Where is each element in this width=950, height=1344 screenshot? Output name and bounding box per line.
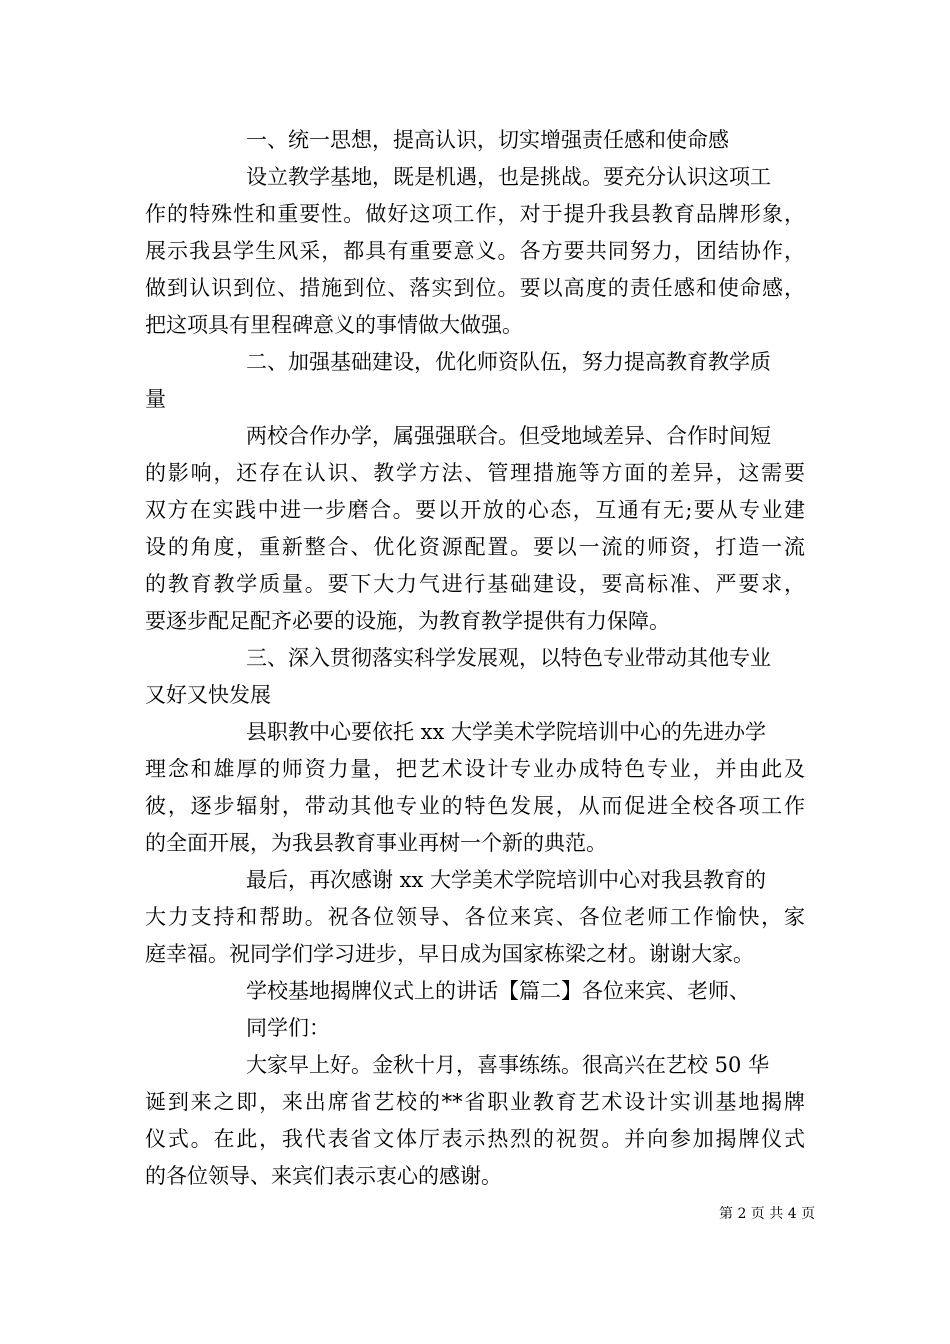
section-heading-1: 一、统一思想，提高认识，切实增强责任感和使命感 — [246, 128, 729, 152]
paragraph-line: 设的角度，重新整合、优化资源配置。要以一流的师资，打造一流 — [145, 535, 805, 559]
paragraph-line: 大力支持和帮助。祝各位领导、各位来宾、各位老师工作愉快，家 — [145, 905, 805, 929]
paragraph-line: 理念和雄厚的师资力量，把艺术设计专业办成特色专业，并由此及 — [145, 757, 805, 781]
paragraph-line: 做到认识到位、措施到位、落实到位。要以高度的责任感和使命感， — [145, 276, 805, 300]
section-heading-2-cont: 量 — [145, 387, 166, 411]
paragraph-line: 的各位领导、来宾们表示衷心的感谢。 — [145, 1164, 502, 1188]
paragraph-line: 展示我县学生风采，都具有重要意义。各方要共同努力，团结协作， — [145, 239, 805, 263]
section-heading-3: 三、深入贯彻落实科学发展观，以特色专业带动其他专业 — [246, 646, 771, 670]
paragraph-line: 诞到来之即，来出席省艺校的**省职业教育艺术设计实训基地揭牌 — [145, 1090, 805, 1114]
paragraph-line: 双方在实践中进一步磨合。要以开放的心态，互通有无;要从专业建 — [145, 498, 805, 522]
paragraph-line: 把这项具有里程碑意义的事情做大做强。 — [145, 313, 523, 337]
paragraph-line: 庭幸福。祝同学们学习进步，早日成为国家栋梁之材。谢谢大家。 — [145, 942, 754, 966]
section-heading-2: 二、加强基础建设，优化师资队伍，努力提高教育教学质 — [246, 350, 771, 374]
paragraph-line: 大家早上好。金秋十月，喜事练练。很高兴在艺校 50 华 — [246, 1053, 770, 1077]
section-heading-3-cont: 又好又快发展 — [145, 683, 271, 707]
paragraph-line: 设立教学基地，既是机遇，也是挑战。要充分认识这项工 — [246, 165, 771, 189]
paragraph-line: 县职教中心要依托 xx 大学美术学院培训中心的先进办学 — [246, 720, 767, 744]
paragraph-line: 最后，再次感谢 xx 大学美术学院培训中心对我县教育的 — [246, 868, 767, 892]
paragraph-line: 彼，逐步辐射，带动其他专业的特色发展，从而促进全校各项工作 — [145, 794, 805, 818]
page-number: 第 2 页 共 4 页 — [719, 1206, 816, 1222]
paragraph-line: 的教育教学质量。要下大力气进行基础建设，要高标准、严要求， — [145, 572, 805, 596]
speech-title: 学校基地揭牌仪式上的讲话【篇二】各位来宾、老师、 — [246, 979, 750, 1003]
paragraph-line: 两校合作办学，属强强联合。但受地域差异、合作时间短 — [246, 424, 771, 448]
paragraph-line: 要逐步配足配齐必要的设施，为教育教学提供有力保障。 — [145, 609, 670, 633]
paragraph-line: 作的特殊性和重要性。做好这项工作，对于提升我县教育品牌形象， — [145, 202, 805, 226]
salutation: 同学们： — [246, 1016, 330, 1040]
paragraph-line: 仪式。在此，我代表省文体厅表示热烈的祝贺。并向参加揭牌仪式 — [145, 1127, 805, 1151]
paragraph-line: 的全面开展，为我县教育事业再树一个新的典范。 — [145, 831, 607, 855]
paragraph-line: 的影响，还存在认识、教学方法、管理措施等方面的差异，这需要 — [145, 461, 805, 485]
